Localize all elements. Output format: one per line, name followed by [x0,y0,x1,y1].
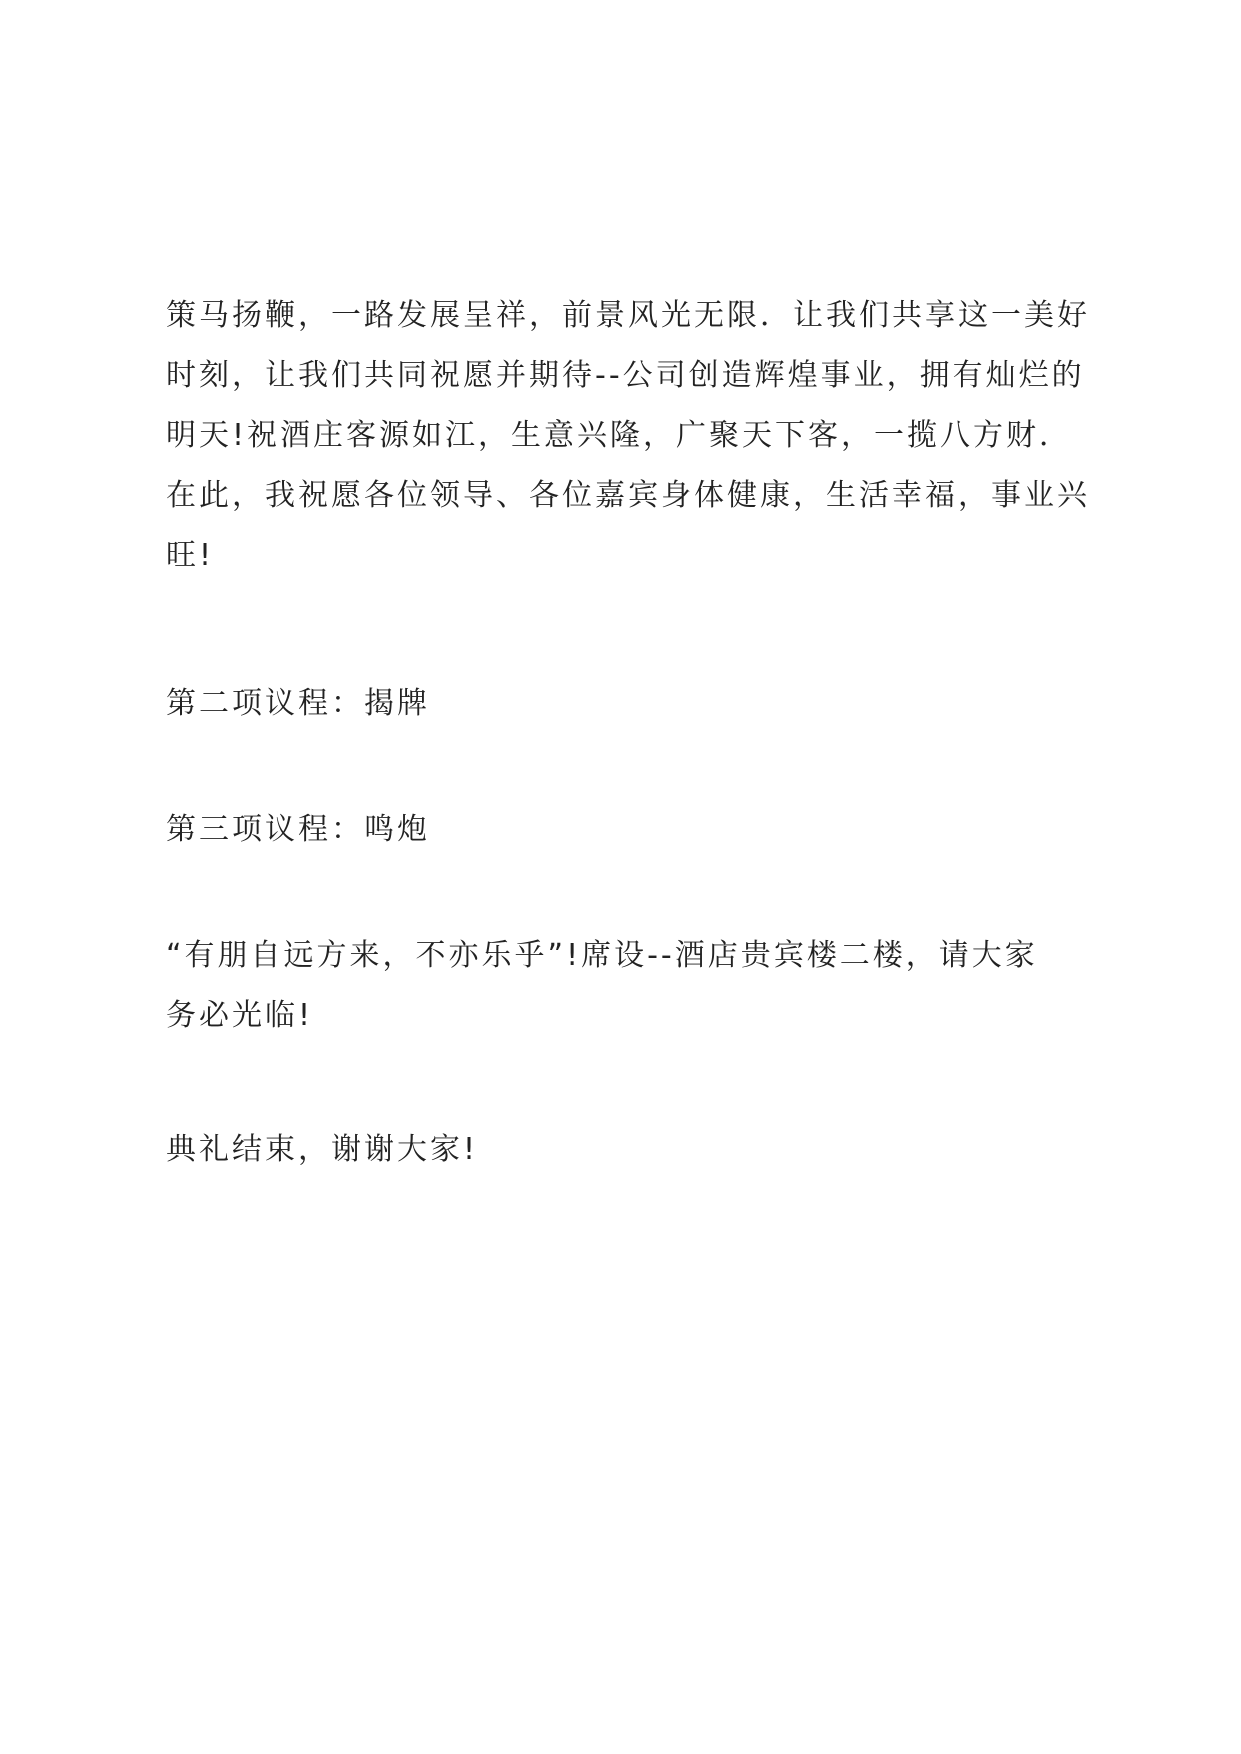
agenda-item-3-text: 第三项议程：鸣炮 [166,812,430,847]
agenda-item-2 [166,674,1096,734]
closing-paragraph [166,1120,1096,1180]
intro-line-3: 明天!祝酒庄客源如江，生意兴隆，广聚天下客，一揽八方财． [166,418,1073,453]
intro-line-4: 在此，我祝愿各位领导、各位嘉宾身体健康，生活幸福，事业兴 [166,478,1090,513]
closing-text: 典礼结束，谢谢大家! [166,1132,479,1167]
agenda-item-3 [166,800,1096,860]
banquet-line-1: “有朋自远方来，不亦乐乎”!席设--酒店贵宾楼二楼，请大家 [166,938,1038,973]
agenda-item-2-text: 第二项议程：揭牌 [166,686,430,721]
banquet-line-2: 务必光临! [166,998,314,1033]
intro-line-2: 时刻，让我们共同祝愿并期待--公司创造辉煌事业，拥有灿烂的 [166,358,1085,393]
banquet-paragraph [166,926,1096,1046]
intro-paragraph [166,286,1096,586]
intro-line-1: 策马扬鞭，一路发展呈祥，前景风光无限．让我们共享这一美好 [166,298,1090,333]
intro-line-5: 旺! [166,538,215,573]
